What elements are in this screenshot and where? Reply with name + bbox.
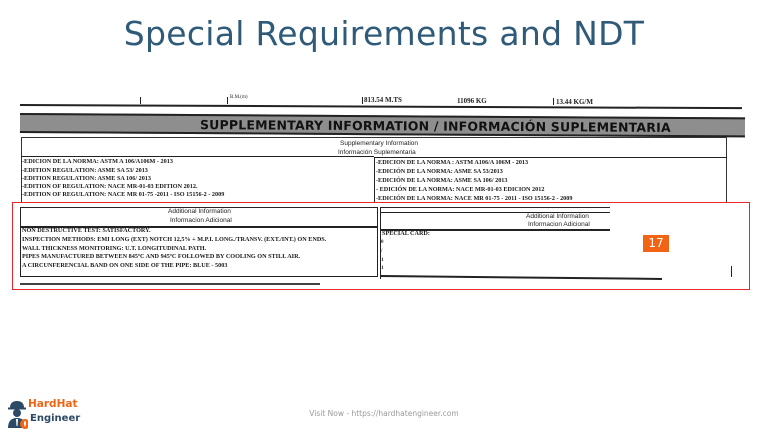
mark: / — [381, 249, 383, 254]
highlight-box — [12, 202, 750, 290]
banner-text: SUPPLEMENTARY INFORMATION / INFORMACIÓN SUPLEMENTARIA — [199, 117, 671, 135]
logo-text-hardhat: HardHat — [28, 398, 78, 410]
list-item: - EDICIÓN DE LA NORMA: NACE MR-01-03 EDICION 2012 — [376, 186, 545, 193]
special-card-label: SPECIAL CARD: — [382, 230, 430, 237]
list-item: INSPECTION METHODS: EMI LONG (EXT) NOTCH 12,5% + M.P.I. LONG./TRANSV. (EXT./INT.) ON ENDS. — [22, 236, 327, 243]
slide-number-badge: 17 — [643, 235, 669, 252]
additional-heading-en: Additional Information — [168, 208, 231, 215]
list-item: A CIRCUNFERENCIAL BAND ON ONE SIDE OF THE PIPE: BLUE - 5003 — [22, 262, 228, 269]
list-item: -EDICION DE LA NORMA: ASTM A 106/A106M - 2013 — [22, 158, 173, 165]
top-row-col4: 13.44 KG/M — [556, 98, 593, 106]
divider — [553, 98, 554, 105]
list-item: -EDICIÓN DE LA NORMA: ASME SA 53/2013 — [376, 168, 503, 175]
list-item: -EDICIÓN DE LA NORMA: ASME SA 106/ 2013 — [376, 177, 508, 184]
additional-heading-es: Informacion Adicional — [528, 221, 590, 228]
divider — [374, 157, 375, 203]
top-row-col3: 11096 KG — [457, 97, 487, 105]
top-row-line — [20, 104, 742, 109]
top-row-col2: 813.54 M.TS — [364, 96, 402, 104]
supplementary-heading-es: Información Suplementaria — [338, 149, 416, 156]
footer-website-link[interactable]: Visit Now - https://hardhatengineer.com — [309, 409, 459, 418]
list-item: NON DESTRUCTIVE TEST: SATISFACTORY. — [22, 227, 151, 234]
list-item: -EDITION OF REGULATION: NACE MR 01-75 -2011 - ISO 15156-2 - 2009 — [22, 191, 225, 198]
additional-heading-es: Informacion Adicional — [170, 217, 232, 224]
list-item: -EDITION REGULATION: ASME SA 106/ 2013 — [22, 175, 151, 182]
top-row-col1: B.M.(m) — [230, 95, 248, 100]
divider — [362, 97, 363, 104]
divider — [140, 97, 141, 104]
list-item: WALL THICKNESS MONITORING: U.T. LONGITUDINAL PATH. — [22, 245, 207, 252]
list-item: -EDITION REGULATION: ASME SA 53/ 2013 — [22, 167, 148, 174]
list-item: -EDICIÓN DE LA NORMA: NACE MR 01-75 - 2011 - ISO 15156-2 - 2009 — [376, 195, 573, 202]
slide-title: Special Requirements and NDT — [123, 14, 645, 53]
divider — [374, 157, 727, 158]
list-item: -EDICION DE LA NORMA : ASTM A106/A 106M - 2013 — [376, 159, 529, 166]
mark: 1 — [381, 258, 384, 263]
supplementary-heading-en: Supplementary Information — [340, 140, 419, 147]
logo-text-engineer: Engineer — [30, 413, 81, 424]
mark: 0 — [381, 240, 384, 245]
divider — [21, 156, 374, 157]
supplementary-banner — [20, 113, 745, 137]
mark: 1 — [381, 266, 384, 271]
list-item: PIPES MANUFACTURED BETWEEN 845ºC AND 945ºC FOLLOWED BY COOLING ON STILL AIR. — [22, 253, 301, 260]
divider — [227, 97, 228, 104]
additional-heading-en: Additional Information — [526, 213, 589, 220]
list-item: -EDITION OF REGULATION: NACE MR-01-03 EDITION 2012. — [22, 183, 198, 190]
